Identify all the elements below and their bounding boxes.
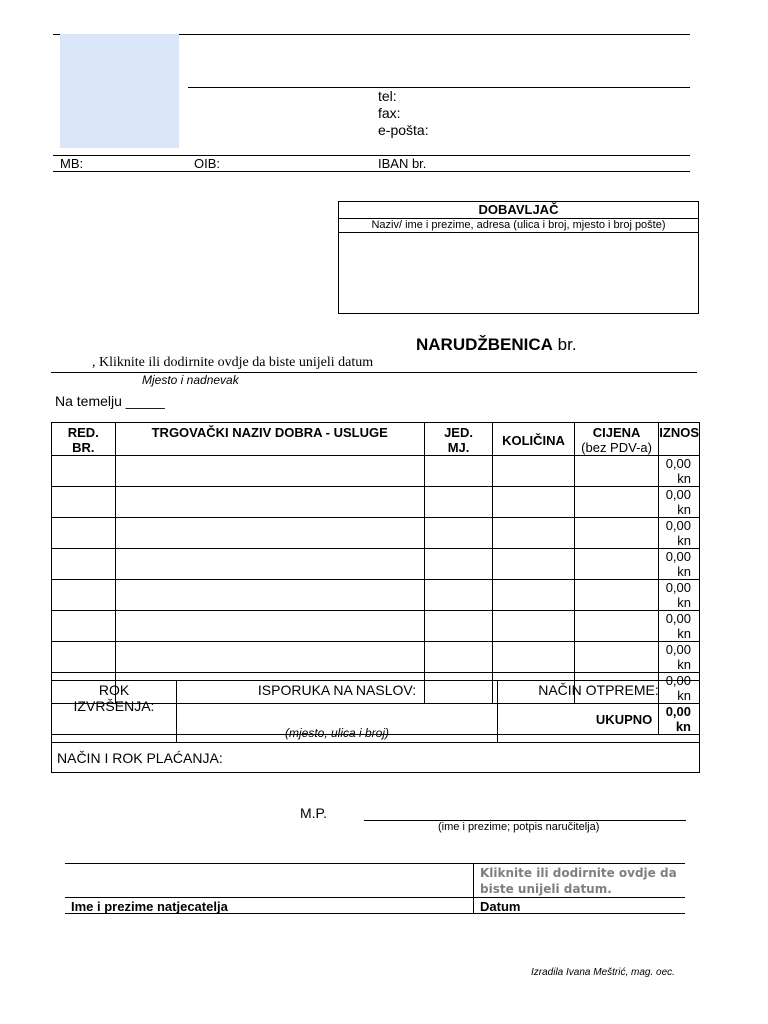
row-amount-cell[interactable]: 0,00 kn: [659, 611, 700, 642]
row-price-cell[interactable]: [574, 611, 658, 642]
table-row: [52, 487, 700, 518]
row-price-cell[interactable]: [574, 549, 658, 580]
row-qty-cell[interactable]: [493, 611, 575, 642]
payment-cell[interactable]: [52, 743, 700, 773]
row-name-cell[interactable]: [115, 580, 424, 611]
col-header-amount: IZNOS: [659, 423, 700, 456]
row-amount-cell[interactable]: 0,00 kn: [659, 549, 700, 580]
row-qty-cell[interactable]: [493, 549, 575, 580]
footer-divider: [473, 863, 474, 913]
row-qty-cell[interactable]: [493, 642, 575, 673]
row-unit-cell[interactable]: [424, 580, 492, 611]
table-row: [52, 518, 700, 549]
row-amount-cell[interactable]: 0,00 kn: [659, 487, 700, 518]
shipping-label: NAČIN OTPREME:: [538, 682, 659, 698]
company-name-rule: [188, 87, 690, 88]
order-title-suffix: br.: [552, 335, 577, 354]
col-header-price: [574, 423, 658, 456]
row-qty-cell[interactable]: [493, 580, 575, 611]
row-no-cell[interactable]: [52, 642, 116, 673]
col-header-price-label: CIJENA: [592, 425, 641, 440]
row-price-cell[interactable]: [574, 487, 658, 518]
col-header-price-sub: (bez PDV-a): [581, 440, 652, 455]
row-amount-cell[interactable]: 0,00 kn: [659, 456, 700, 487]
row-no-cell[interactable]: [52, 518, 116, 549]
row-amount-cell[interactable]: 0,00 kn: [659, 580, 700, 611]
basis-label[interactable]: Na temelju _____: [55, 393, 165, 409]
row-qty-cell[interactable]: [493, 456, 575, 487]
row-amount-cell[interactable]: 0,00 kn: [659, 642, 700, 673]
table-row: [52, 456, 700, 487]
col-header-name: TRGOVAČKI NAZIV DOBRA - USLUGE: [115, 423, 424, 456]
address-cell[interactable]: [177, 681, 498, 743]
date-label: Datum: [480, 899, 521, 914]
row-qty-cell[interactable]: [493, 487, 575, 518]
row-name-cell[interactable]: [115, 456, 424, 487]
row-no-cell[interactable]: [52, 580, 116, 611]
row-no-cell[interactable]: [52, 487, 116, 518]
supplier-title: DOBAVLJAČ: [339, 202, 698, 219]
table-row: [52, 611, 700, 642]
oib-label: OIB:: [194, 156, 221, 171]
row-name-cell[interactable]: [115, 642, 424, 673]
row-qty-cell[interactable]: [493, 518, 575, 549]
row-amount-cell[interactable]: 0,00 kn: [659, 673, 700, 704]
deadline-label: ROK IZVRŠENJA:: [73, 682, 155, 714]
row-no-cell[interactable]: [52, 549, 116, 580]
row-unit-cell[interactable]: [424, 518, 492, 549]
stamp-label: M.P.: [300, 805, 327, 821]
row-unit-cell[interactable]: [424, 487, 492, 518]
row-unit-cell[interactable]: [424, 549, 492, 580]
row-price-cell[interactable]: [574, 518, 658, 549]
email-label: e-pošta:: [378, 122, 429, 138]
total-value: 0,00 kn: [659, 704, 700, 735]
order-title-main: NARUDŽBENICA: [416, 335, 553, 354]
col-header-qty: KOLIČINA: [493, 423, 575, 456]
tel-label: tel:: [378, 88, 397, 104]
payment-label: NAČIN I ROK PLAĆANJA:: [57, 749, 223, 766]
date-placeholder[interactable]: Kliknite ili dodirnite ovdje da biste unijeli datum.: [480, 866, 677, 896]
iban-label: IBAN br.: [378, 156, 427, 171]
address-hint: (mjesto, ulica i broj): [284, 726, 390, 740]
deadline-cell[interactable]: [52, 681, 177, 743]
row-amount-cell[interactable]: 0,00 kn: [659, 518, 700, 549]
delivery-table: [51, 680, 700, 773]
row-price-cell[interactable]: [574, 580, 658, 611]
fax-label: fax:: [378, 105, 401, 121]
shipping-cell[interactable]: [498, 681, 700, 743]
name-label: Ime i prezime natjecatelja: [71, 899, 228, 914]
place-date-label: Mjesto i nadnevak: [142, 373, 239, 387]
row-unit-cell[interactable]: [424, 642, 492, 673]
footer-top-rule: [65, 863, 685, 864]
row-name-cell[interactable]: [115, 518, 424, 549]
row-no-cell[interactable]: [52, 611, 116, 642]
row-price-cell[interactable]: [574, 456, 658, 487]
mb-label: MB:: [60, 156, 84, 171]
row-no-cell[interactable]: [52, 456, 116, 487]
row-price-cell[interactable]: [574, 642, 658, 673]
logo-placeholder[interactable]: [60, 34, 179, 148]
place-date-field[interactable]: , Kliknite ili dodirnite ovdje da biste unijeli datum: [92, 355, 374, 370]
row-name-cell[interactable]: [115, 549, 424, 580]
table-row: [52, 642, 700, 673]
signer-hint: (ime i prezime; potpis naručitelja): [438, 821, 600, 833]
address-label: ISPORUKA NA NASLOV:: [257, 682, 417, 698]
order-title: [416, 335, 577, 355]
col-header-no: RED. BR.: [52, 423, 116, 456]
row-unit-cell[interactable]: [424, 611, 492, 642]
supplier-input-area[interactable]: [339, 233, 698, 313]
footer-bottom-rule: [65, 913, 685, 914]
ids-top-rule: [53, 155, 690, 156]
table-row: [52, 580, 700, 611]
row-name-cell[interactable]: [115, 611, 424, 642]
supplier-box: [338, 201, 699, 314]
total-label: UKUPNO: [52, 704, 659, 735]
col-header-unit: JED. MJ.: [424, 423, 492, 456]
row-unit-cell[interactable]: [424, 456, 492, 487]
supplier-subtitle: Naziv/ ime i prezime, adresa (ulica i broj, mjesto i broj pošte): [339, 219, 698, 233]
table-row: [52, 549, 700, 580]
ids-bottom-rule: [53, 171, 690, 172]
row-name-cell[interactable]: [115, 487, 424, 518]
author-credit: Izradila Ivana Meštrić, mag. oec.: [531, 967, 675, 978]
footer-mid-rule: [65, 897, 685, 898]
